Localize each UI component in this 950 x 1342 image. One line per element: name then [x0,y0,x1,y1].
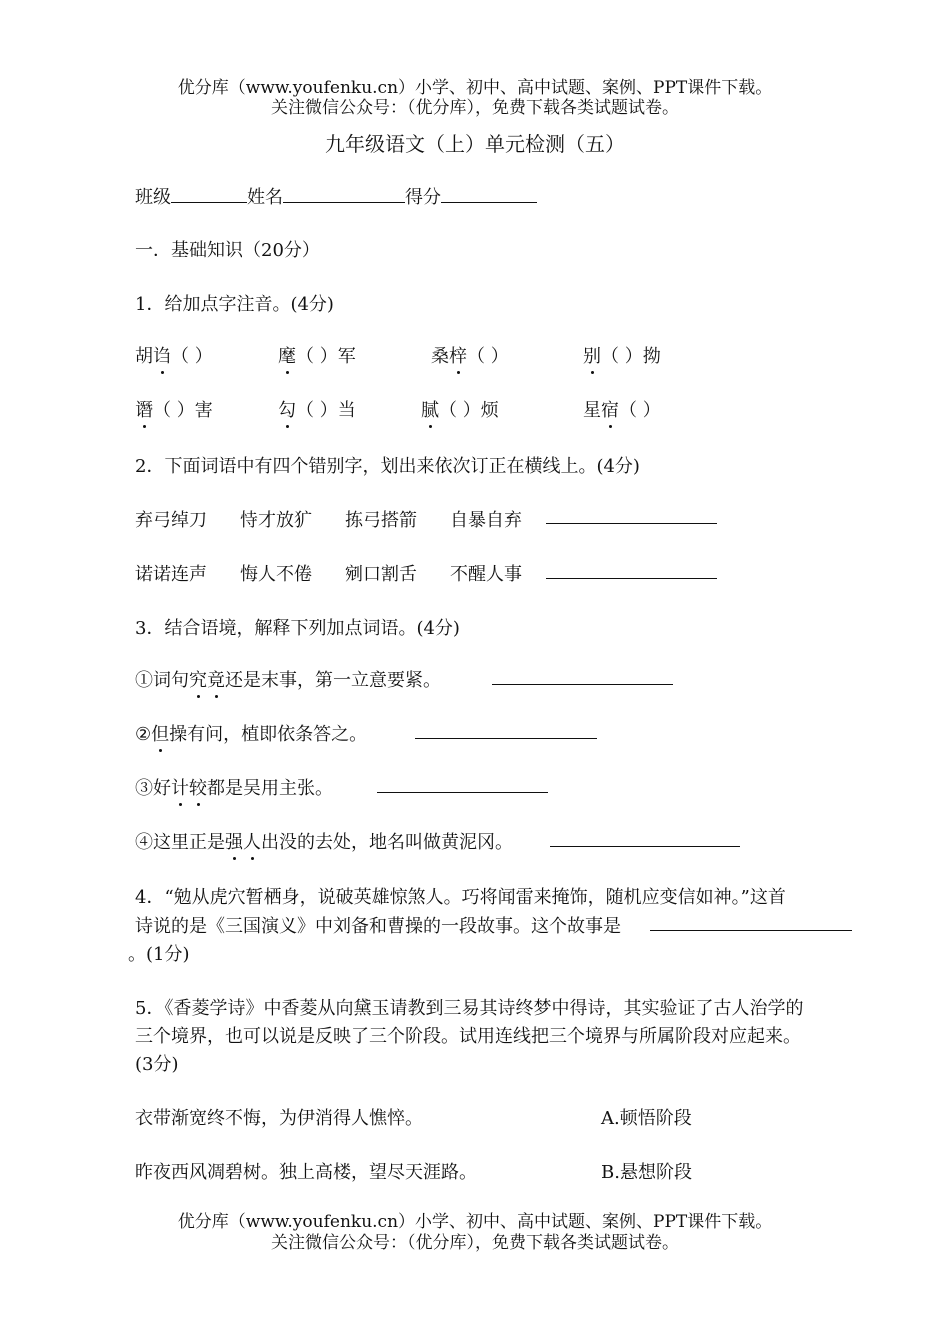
q1-row1-item3: 桑梓（ ） [431,342,509,368]
q1-row2-item2: 勾（ ）当 [278,396,356,422]
q2-word: 悔人不倦 [240,564,312,585]
q2-word: 剜口割舌 [345,564,417,585]
q4-answer-line[interactable] [650,930,852,931]
q3-item-1: ①词句究竟还是末事，第一立意要紧。 [135,666,441,692]
q3-prompt: 3．结合语境，解释下列加点词语。(4分) [135,618,460,639]
q3-item-3: ③好计较都是吴用主张。 [135,774,333,800]
q5-line-3: (3分) [135,1054,179,1075]
dotted-char: 究 [189,666,207,692]
header-line-1: 优分库（www.youfenku.cn）小学、初中、高中试题、案例、PPT课件下载。 [177,78,773,98]
dotted-char: 诌 [153,342,171,368]
q1-row1-item1: 胡诌（ ） [135,342,213,368]
q2-word: 弃弓绰刀 [135,510,207,531]
q2-prompt: 2．下面词语中有四个错别字，划出来依次订正在横线上。(4分) [135,456,640,477]
q2-answer-line-2[interactable] [546,578,717,579]
dotted-char: 腻 [421,396,439,422]
q3-item-2: ②但操有问，植即依条答之。 [135,720,367,746]
q1-row2-item3: 腻（ ）烦 [421,396,499,422]
dotted-word [171,778,207,799]
dotted-char: 谮 [135,396,153,422]
q3-answer-line-2[interactable] [415,738,597,739]
section-heading: 一．基础知识（20分） [135,240,320,261]
q4-line-3: 。(1分) [128,944,190,965]
q5-pair-left: 昨夜西风凋碧树。独上高楼，望尽天涯路。 [135,1162,477,1183]
name-blank[interactable] [283,184,405,203]
q1-row2-item1: 谮（ ）害 [135,396,213,422]
footer-line-1: 优分库（www.youfenku.cn）小学、初中、高中试题、案例、PPT课件下载。 [177,1212,773,1232]
dotted-word: 但 [151,720,169,746]
dotted-char: 计 [171,774,189,800]
q5-pair-left: 衣带渐宽终不悔，为伊消得人憔悴。 [135,1108,423,1129]
score-blank[interactable] [441,184,537,203]
dotted-char: 梓 [449,342,467,368]
dotted-char: 宿 [601,396,619,422]
score-label: 得分 [405,187,441,208]
q3-item-4: ④这里正是强人出没的去处，地名叫做黄泥冈。 [135,828,513,854]
q2-word: 自暴自弃 [450,510,522,531]
class-label: 班级 [135,187,171,208]
q5-pair-right: A.顿悟阶段 [601,1108,692,1129]
page-title: 九年级语文（上）单元检测（五） [325,132,625,156]
q2-word: 恃才放犷 [240,510,312,531]
footer-line-2: 关注微信公众号：（优分库），免费下载各类试题试卷。 [271,1233,679,1253]
class-blank[interactable] [171,184,247,203]
q2-word: 不醒人事 [450,564,522,585]
header-line-2: 关注微信公众号：（优分库），免费下载各类试题试卷。 [271,98,679,118]
dotted-char: 勾 [278,396,296,422]
q1-row1-item2: 麾（ ）军 [278,342,356,368]
dotted-word [225,832,261,853]
dotted-word [189,670,225,691]
info-line [135,183,537,209]
dotted-char: 别 [583,342,601,368]
q2-word: 诺诺连声 [135,564,207,585]
dotted-char: 竟 [207,666,225,692]
dotted-char: 麾 [278,342,296,368]
q4-line-1: 4．“勉从虎穴暂栖身，说破英雄惊煞人。巧将闻雷来掩饰，随机应变信如神。”这首 [135,887,786,908]
q3-answer-line-4[interactable] [550,846,740,847]
q4-line-2: 诗说的是《三国演义》中刘备和曹操的一段故事。这个故事是 [135,916,621,937]
q3-answer-line-1[interactable] [492,684,673,685]
dotted-char: 较 [189,774,207,800]
q5-line-1: 5．《香菱学诗》中香菱从向黛玉请教到三易其诗终梦中得诗，其实验证了古人治学的 [135,998,804,1019]
q3-answer-line-3[interactable] [377,792,548,793]
q2-word: 拣弓搭箭 [345,510,417,531]
q2-answer-line-1[interactable] [546,523,717,524]
q5-pair-right: B.悬想阶段 [601,1162,692,1183]
q1-prompt: 1．给加点字注音。(4分) [135,294,334,315]
q1-row2-item4: 星宿（ ） [583,396,661,422]
q5-line-2: 三个境界，也可以说是反映了三个阶段。试用连线把三个境界与所属阶段对应起来。 [135,1026,801,1047]
q1-row1-item4: 别（ ）拗 [583,342,661,368]
dotted-char: 强 [225,828,243,854]
dotted-char: 人 [243,828,261,854]
name-label: 姓名 [247,187,283,208]
